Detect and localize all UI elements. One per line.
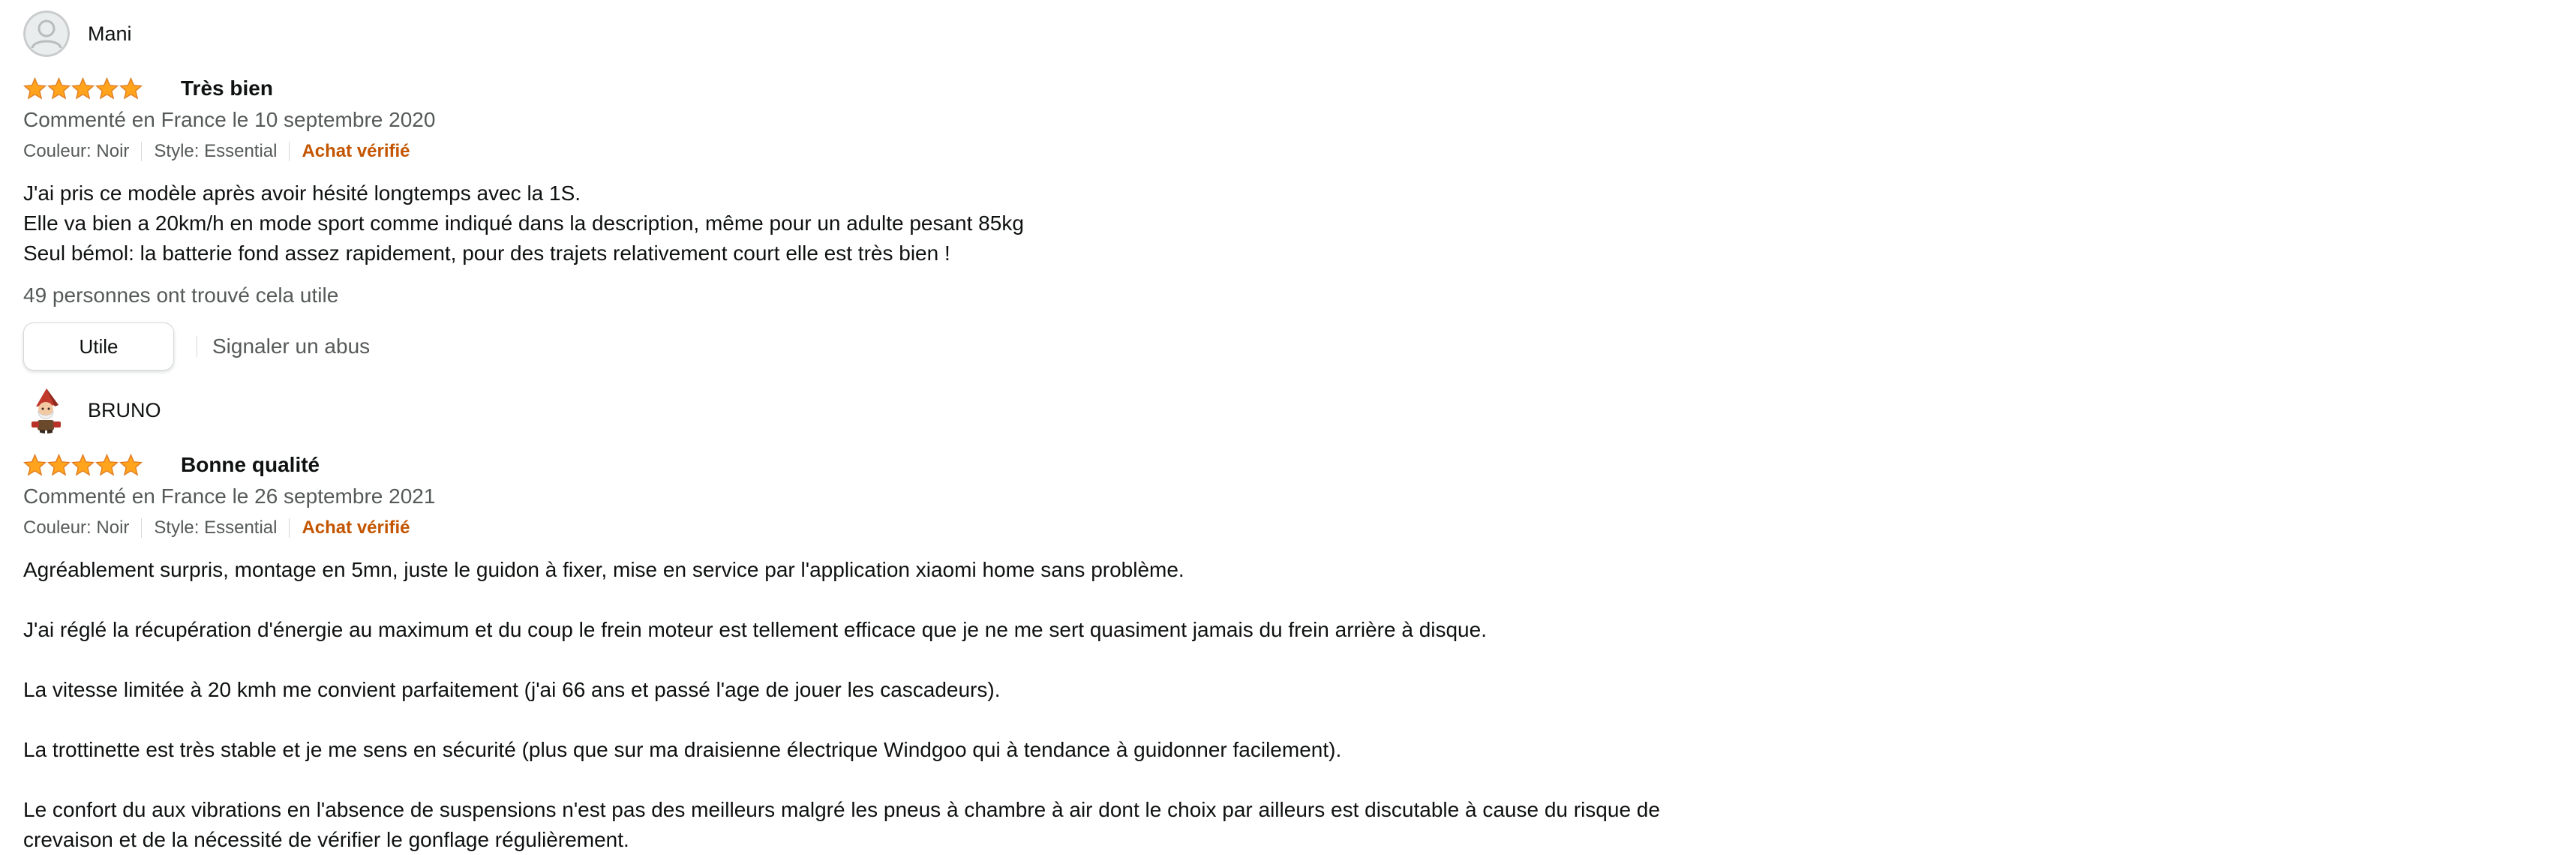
reviewer-profile[interactable] [23,10,1749,57]
variant-color[interactable]: Couleur: Noir [23,141,130,161]
review-text-line: crevaison et de la nécessité de vérifier le gonflage régulièrement. [23,828,629,851]
review-text [23,555,1749,855]
reviewer-profile[interactable] [23,387,1749,434]
star-rating[interactable] [23,77,145,100]
review-text-line: Le confort du aux vibrations en l'absence de suspensions n'est pas des meilleurs malgré les pneus à chambre à air dont le choix par ailleurs est discutable à cause du risque de [23,798,1660,821]
review-text-line: Elle va bien a 20km/h en mode sport comme indiqué dans la description, même pour un adulte pesant 85kg [23,212,1024,235]
star-icon [23,454,47,476]
star-icon [95,454,119,476]
star-icon [95,77,119,100]
star-icon [119,454,143,476]
star-icon [71,454,95,476]
helpful-button[interactable]: Utile [23,322,174,370]
reviewer-name[interactable]: BRUNO [88,398,161,422]
divider [141,142,142,161]
report-abuse-link[interactable]: Signaler un abus [212,334,371,358]
star-icon [23,77,47,100]
star-icon [71,77,95,100]
review [23,10,1749,370]
product-variant [23,514,1749,542]
rating-row [23,75,1749,102]
review-text-line: Agréablement surpris, montage en 5mn, juste le guidon à fixer, mise en service par l'application xiaomi home sans problème. [23,558,1184,581]
review-text-line: La vitesse limitée à 20 kmh me convient parfaitement (j'ai 66 ans et passé l'age de jouer les cascadeurs). [23,678,1001,701]
review-title[interactable]: Très bien [181,76,273,100]
helpful-count: 49 personnes ont trouvé cela utile [23,284,339,307]
review-date: Commenté en France le 10 septembre 2020 [23,108,436,131]
divider [289,142,290,161]
review [23,387,1749,855]
verified-purchase-badge: Achat vérifié [302,518,410,538]
review-text-line: J'ai pris ce modèle après avoir hésité longtemps avec la 1S. [23,182,581,205]
variant-color[interactable]: Couleur: Noir [23,518,130,538]
variant-style[interactable]: Style: Essential [154,518,278,538]
star-rating[interactable] [23,454,145,476]
verified-purchase-badge: Achat vérifié [302,141,410,161]
review-title[interactable]: Bonne qualité [181,453,320,476]
rating-row [23,452,1749,478]
divider [289,518,290,538]
reviewer-name[interactable]: Mani [88,22,132,45]
gnome-figure-avatar [23,387,70,434]
product-variant [23,138,1749,165]
divider [141,518,142,538]
star-icon [119,77,143,100]
review-text-line: La trottinette est très stable et je me sens en sécurité (plus que sur ma draisienne électrique Windgoo qui à tendance à guidonner facilement). [23,738,1342,761]
default-person-icon [23,10,70,57]
star-icon [47,77,71,100]
review-text-line: J'ai réglé la récupération d'énergie au maximum et du coup le frein moteur est tellement efficace que je ne me sert quasiment jamais du frein arrière à disque. [23,618,1487,641]
review-date: Commenté en France le 26 septembre 2021 [23,484,436,508]
review-actions [23,322,1749,370]
star-icon [47,454,71,476]
variant-style[interactable]: Style: Essential [154,141,278,161]
review-text-line: Seul bémol: la batterie fond assez rapidement, pour des trajets relativement court elle est très bien ! [23,242,950,265]
review-text [23,178,1749,268]
